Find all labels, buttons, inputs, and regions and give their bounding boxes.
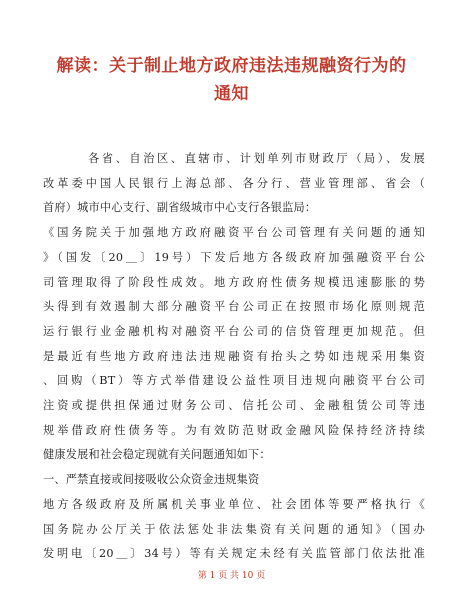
body-line: 、回购（BT）等方式举借建设公益性项目违规向融资平台公司: [43, 374, 425, 388]
title-line-1: 解读：关于制止地方政府违法违规融资行为的: [56, 56, 407, 76]
body-line: 地方各级政府及所属机关事业单位、社会团体等要严格执行《: [43, 497, 425, 511]
body-line: 《国务院关于加强地方政府融资平台公司管理有关问题的通知: [43, 226, 425, 240]
body-line: 司管理取得了阶段性成效。地方政府性债务规模迅速膨胀的势: [43, 275, 425, 289]
title-line-2: 通知: [214, 84, 249, 104]
body-line: 注资或提供担保通过财务公司、信托公司、金融租赁公司等违: [43, 399, 425, 413]
document-body: [43, 147, 425, 567]
body-line: 改革委中国人民银行上海总部、各分行、营业管理部、省会（: [43, 176, 425, 190]
body-line: 运行银行业金融机构对融资平台公司的信贷管理更加规范。但: [43, 324, 425, 338]
body-line: 各省、自治区、直辖市、计划单列市财政厅（局）、发展: [88, 152, 425, 165]
section-heading: 一、严禁直接或间接吸收公众资金违规集资: [43, 473, 260, 487]
body-line: 》（国发〔20＿〕19号）下发后地方各级政府加强融资平台公: [43, 250, 425, 264]
body-line: 是最近有些地方政府违法违规融资有抬头之势如违规采用集资: [43, 349, 425, 363]
body-line: 健康发展和社会稳定现就有关问题通知如下：: [43, 448, 271, 462]
body-line: 首府）城市中心支行、副省级城市中心支行各银监局：: [43, 201, 317, 215]
body-line: 国务院办公厅关于依法惩处非法集资有关问题的通知》（国办: [43, 522, 425, 536]
body-line: 头得到有效遏制大部分融资平台公司正在按照市场化原则规范: [43, 300, 425, 314]
body-line: 规举借政府性债务等。为有效防范财政金融风险保持经济持续: [43, 423, 425, 437]
body-line: 发明电〔20＿〕34号）等有关规定未经有关监管部门依法批准: [43, 547, 425, 561]
document-title: [40, 52, 423, 108]
page-footer: 第 1 页 共 10 页: [197, 571, 266, 581]
